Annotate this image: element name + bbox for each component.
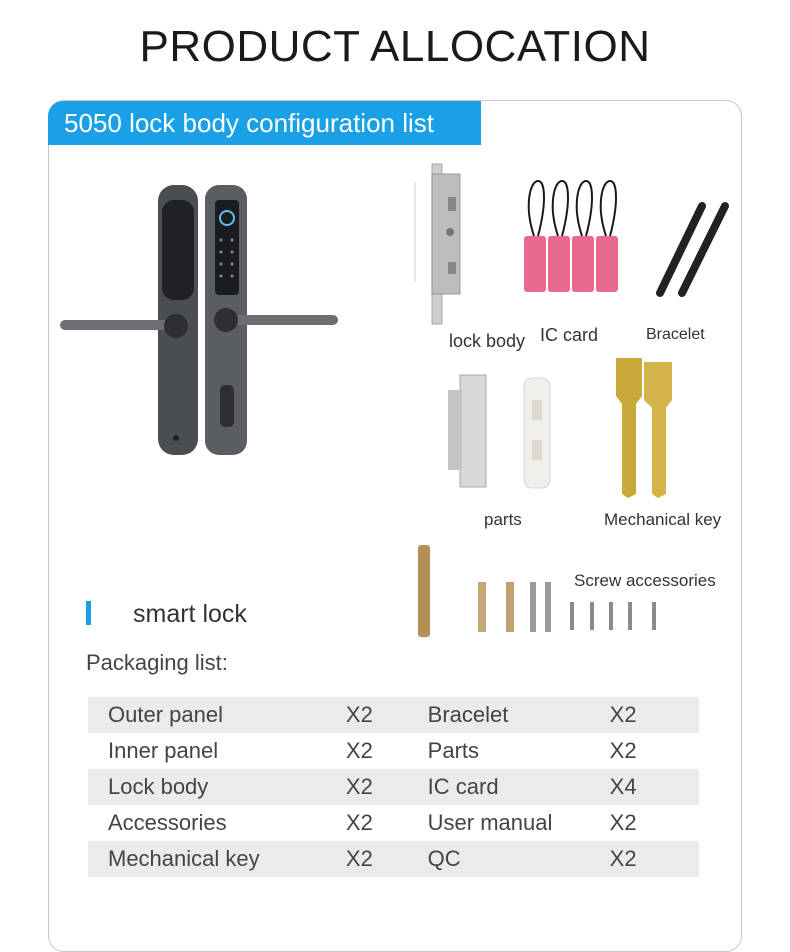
smart-lock-image — [58, 180, 343, 460]
table-row — [88, 841, 699, 877]
item-qty: X2 — [346, 841, 428, 877]
item-name: Mechanical key — [88, 841, 346, 877]
item-name: User manual — [427, 810, 553, 835]
table-row — [88, 769, 699, 805]
item-name: Outer panel — [88, 697, 346, 733]
table-row — [88, 805, 699, 841]
section-accent-bar — [86, 601, 91, 625]
ic-card-label: IC card — [540, 325, 599, 345]
item-name: IC card — [428, 769, 610, 805]
parts-image — [440, 370, 560, 495]
section-title: smart lock — [133, 600, 247, 628]
item-name: Accessories — [108, 810, 227, 835]
item-qty: X2 — [345, 810, 373, 835]
item-name: Lock body — [88, 769, 346, 805]
mechanical-key-image — [608, 356, 683, 501]
configuration-banner: 5050 lock body configuration list — [48, 101, 481, 145]
bracelet-label: Bracelet — [646, 326, 705, 343]
lock-body-image — [410, 162, 465, 327]
item-qty: X2 — [346, 769, 428, 805]
item-qty: X2 — [345, 738, 373, 763]
item-qty: X2 — [609, 738, 637, 763]
item-name: Inner panel — [108, 738, 219, 763]
item-qty: X2 — [610, 841, 699, 877]
packaging-table — [88, 697, 699, 877]
ic-card-image — [520, 176, 625, 296]
item-name: Bracelet — [428, 697, 610, 733]
lock-body-label: lock body — [449, 331, 526, 351]
mechanical-key-label: Mechanical key — [604, 510, 722, 529]
item-qty: X2 — [346, 697, 428, 733]
item-qty: X2 — [610, 697, 699, 733]
item-qty: X2 — [609, 810, 637, 835]
screw-accessories-image — [412, 540, 667, 640]
table-row — [88, 733, 699, 769]
item-name: QC — [428, 841, 610, 877]
parts-label: parts — [484, 510, 522, 529]
item-qty: X4 — [610, 769, 699, 805]
packaging-list-label: Packaging list: — [86, 650, 228, 675]
item-name: Parts — [427, 738, 480, 763]
screw-accessories-label: Screw accessories — [574, 571, 716, 590]
table-row — [88, 697, 699, 733]
page-title: PRODUCT ALLOCATION — [139, 22, 651, 71]
bracelet-image — [650, 198, 735, 298]
